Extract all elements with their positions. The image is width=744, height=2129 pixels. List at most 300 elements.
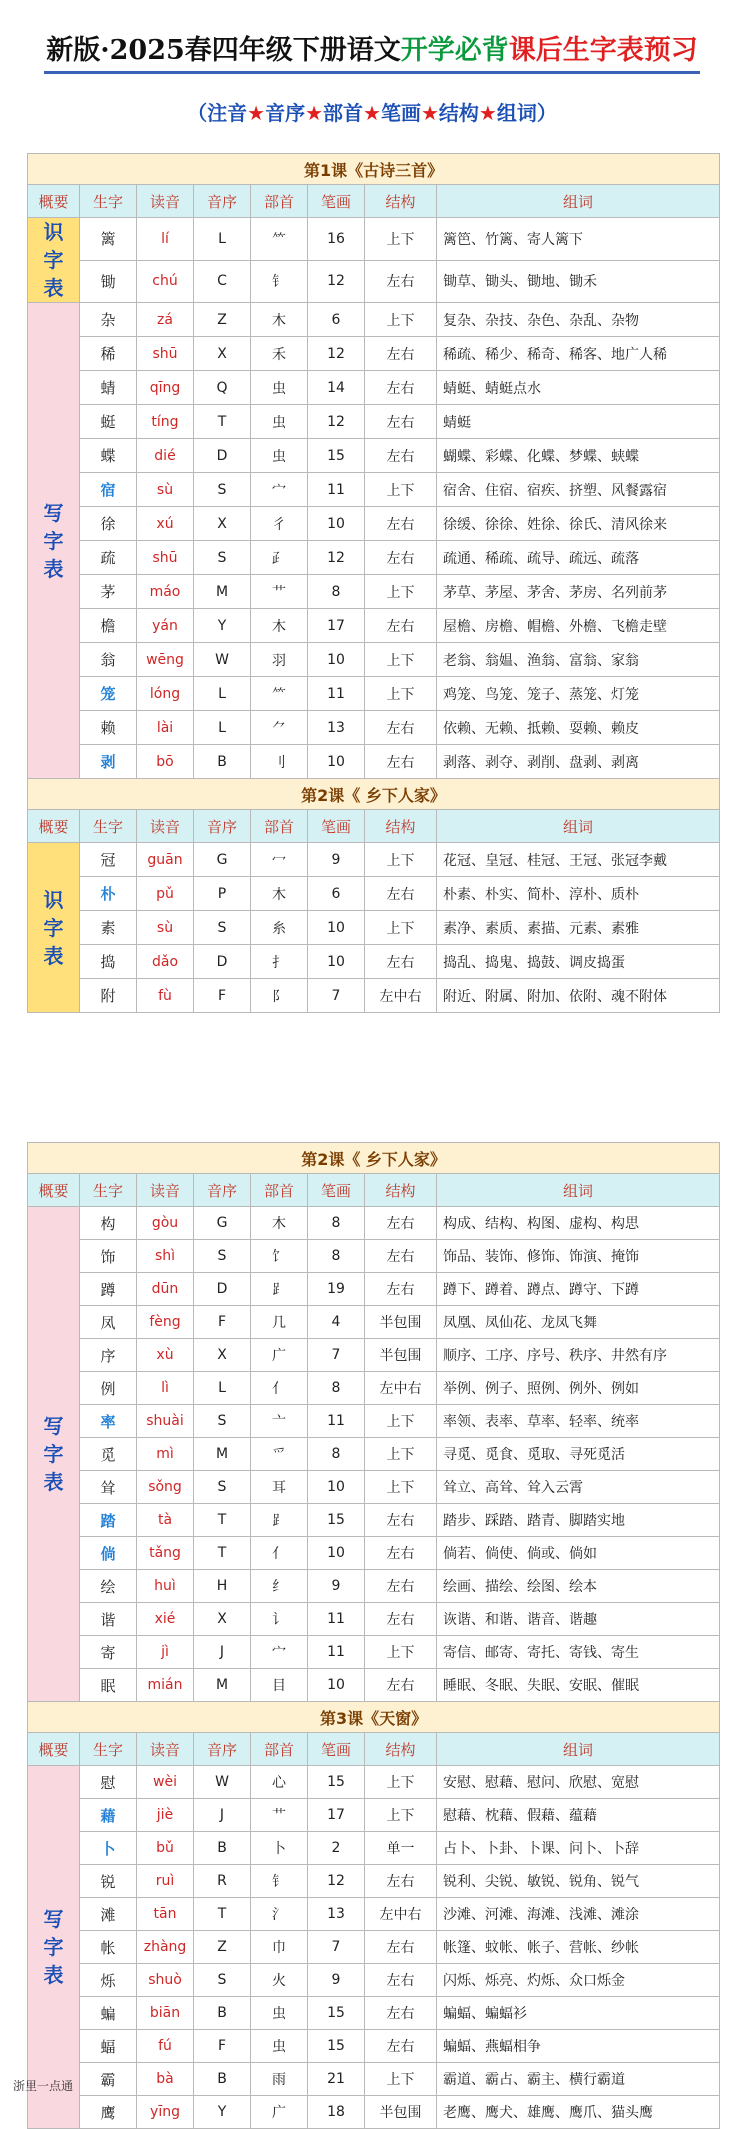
structure: 左右 <box>365 1669 437 1702</box>
word-examples: 率领、表率、草率、轻率、统率 <box>437 1405 720 1438</box>
character: 赖 <box>80 711 137 745</box>
character: 率 <box>80 1405 137 1438</box>
word-examples: 老鹰、鹰犬、雄鹰、鹰爪、猫头鹰 <box>437 2096 720 2129</box>
structure: 上下 <box>365 1799 437 1832</box>
pinyin: chú <box>137 260 194 303</box>
stroke-count: 7 <box>308 1931 365 1964</box>
word-examples: 朴素、朴实、简朴、淳朴、质朴 <box>437 877 720 911</box>
radical: 目 <box>251 1669 308 1702</box>
stroke-count: 15 <box>308 439 365 473</box>
character: 构 <box>80 1207 137 1240</box>
column-header: 概要 <box>28 1174 80 1207</box>
column-header: 生字 <box>80 185 137 218</box>
index-letter: S <box>194 911 251 945</box>
stroke-count: 21 <box>308 2063 365 2096</box>
word-examples: 耸立、高耸、耸入云霄 <box>437 1471 720 1504</box>
column-header-row <box>28 185 720 218</box>
structure: 上下 <box>365 1405 437 1438</box>
word-examples: 复杂、杂技、杂色、杂乱、杂物 <box>437 303 720 337</box>
word-examples: 闪烁、烁亮、灼烁、众口烁金 <box>437 1964 720 1997</box>
radical: 虫 <box>251 405 308 439</box>
category-char: 字 <box>43 1935 64 1959</box>
structure: 左右 <box>365 609 437 643</box>
word-examples: 茅草、茅屋、茅舍、茅房、名列前茅 <box>437 575 720 609</box>
pinyin: zá <box>137 303 194 337</box>
word-examples: 鸡笼、鸟笼、笼子、蒸笼、灯笼 <box>437 677 720 711</box>
structure: 左右 <box>365 1865 437 1898</box>
pinyin: yīng <box>137 2096 194 2129</box>
structure: 上下 <box>365 2063 437 2096</box>
category-char: 字 <box>43 248 64 272</box>
word-examples: 蝙蝠、蝙蝠衫 <box>437 1997 720 2030</box>
word-examples: 顺序、工序、序号、秩序、井然有序 <box>437 1339 720 1372</box>
index-letter: B <box>194 745 251 779</box>
radical: 木 <box>251 609 308 643</box>
index-letter: T <box>194 405 251 439</box>
character: 慰 <box>80 1766 137 1799</box>
stroke-count: 19 <box>308 1273 365 1306</box>
radical: ⺮ <box>251 218 308 261</box>
index-letter: D <box>194 439 251 473</box>
word-examples: 徐缓、徐徐、姓徐、徐氏、清风徐来 <box>437 507 720 541</box>
category-char: 表 <box>43 943 64 968</box>
pinyin: lí <box>137 218 194 261</box>
radical: 纟 <box>251 1570 308 1603</box>
word-examples: 饰品、装饰、修饰、饰演、掩饰 <box>437 1240 720 1273</box>
pinyin: dǎo <box>137 945 194 979</box>
word-examples: 蜻蜓 <box>437 405 720 439</box>
radical: 刂 <box>251 745 308 779</box>
column-header: 笔画 <box>308 1174 365 1207</box>
index-letter: D <box>194 1273 251 1306</box>
table-row <box>28 1306 720 1339</box>
pinyin: xú <box>137 507 194 541</box>
word-examples: 绘画、描绘、绘图、绘本 <box>437 1570 720 1603</box>
stroke-count: 17 <box>308 609 365 643</box>
column-header: 概要 <box>28 810 80 843</box>
table-row <box>28 1964 720 1997</box>
radical: ⻊ <box>251 1504 308 1537</box>
stroke-count: 12 <box>308 337 365 371</box>
subtitle-item: 音序 <box>265 101 306 125</box>
stroke-count: 11 <box>308 1636 365 1669</box>
index-letter: Z <box>194 1931 251 1964</box>
radical: 阝 <box>251 979 308 1013</box>
stroke-count: 2 <box>308 1832 365 1865</box>
word-examples: 素净、素质、素描、元素、素雅 <box>437 911 720 945</box>
column-header-row <box>28 1733 720 1766</box>
index-letter: L <box>194 677 251 711</box>
stroke-count: 17 <box>308 1799 365 1832</box>
character: 帐 <box>80 1931 137 1964</box>
index-letter: W <box>194 1766 251 1799</box>
word-examples: 附近、附属、附加、依附、魂不附体 <box>437 979 720 1013</box>
structure: 左右 <box>365 945 437 979</box>
radical: 钅 <box>251 260 308 303</box>
index-letter: S <box>194 541 251 575</box>
radical: 讠 <box>251 1603 308 1636</box>
structure: 上下 <box>365 843 437 877</box>
character: 徐 <box>80 507 137 541</box>
pinyin: huì <box>137 1570 194 1603</box>
table-row <box>28 711 720 745</box>
category-label-xie <box>28 1766 80 2129</box>
radical: 虫 <box>251 1997 308 2030</box>
star-icon: ★ <box>478 101 497 125</box>
index-letter: X <box>194 1603 251 1636</box>
radical: 饣 <box>251 1240 308 1273</box>
category-char: 写 <box>43 1414 64 1438</box>
table-row <box>28 1240 720 1273</box>
character: 耸 <box>80 1471 137 1504</box>
column-header: 读音 <box>137 1174 194 1207</box>
character: 蝙 <box>80 1997 137 2030</box>
character: 锄 <box>80 260 137 303</box>
index-letter: B <box>194 1997 251 2030</box>
lesson-title: 第2课《 乡下人家》 <box>28 779 720 810</box>
word-examples: 睡眠、冬眠、失眠、安眠、催眠 <box>437 1669 720 1702</box>
table-row <box>28 218 720 261</box>
character: 冠 <box>80 843 137 877</box>
structure: 左中右 <box>365 979 437 1013</box>
pinyin: tān <box>137 1898 194 1931</box>
index-letter: X <box>194 507 251 541</box>
index-letter: L <box>194 1372 251 1405</box>
column-header: 音序 <box>194 1733 251 1766</box>
index-letter: X <box>194 337 251 371</box>
table-row <box>28 2030 720 2063</box>
radical: ⻊ <box>251 1273 308 1306</box>
table-row <box>28 1931 720 1964</box>
column-header: 组词 <box>437 1733 720 1766</box>
column-header: 结构 <box>365 810 437 843</box>
stroke-count: 10 <box>308 1471 365 1504</box>
word-examples: 剥落、剥夺、剥削、盘剥、剥离 <box>437 745 720 779</box>
pinyin: mì <box>137 1438 194 1471</box>
radical: 心 <box>251 1766 308 1799</box>
character: 序 <box>80 1339 137 1372</box>
character: 素 <box>80 911 137 945</box>
character: 朴 <box>80 877 137 911</box>
word-examples: 篱笆、竹篱、寄人篱下 <box>437 218 720 261</box>
radical: 虫 <box>251 439 308 473</box>
column-header: 组词 <box>437 1174 720 1207</box>
structure: 上下 <box>365 218 437 261</box>
column-header: 音序 <box>194 185 251 218</box>
stroke-count: 13 <box>308 1898 365 1931</box>
table-row <box>28 2063 720 2096</box>
index-letter: M <box>194 1669 251 1702</box>
pinyin: guān <box>137 843 194 877</box>
word-examples: 举例、例子、照例、例外、例如 <box>437 1372 720 1405</box>
word-examples: 蝙蝠、燕蝠相争 <box>437 2030 720 2063</box>
pinyin: zhàng <box>137 1931 194 1964</box>
structure: 左右 <box>365 1603 437 1636</box>
stroke-count: 18 <box>308 2096 365 2129</box>
stroke-count: 15 <box>308 2030 365 2063</box>
structure: 左右 <box>365 507 437 541</box>
column-header: 读音 <box>137 185 194 218</box>
stroke-count: 10 <box>308 945 365 979</box>
pinyin: bō <box>137 745 194 779</box>
structure: 上下 <box>365 473 437 507</box>
column-header: 笔画 <box>308 185 365 218</box>
table-row <box>28 1636 720 1669</box>
structure: 上下 <box>365 1438 437 1471</box>
structure: 左右 <box>365 1964 437 1997</box>
column-header: 音序 <box>194 1174 251 1207</box>
word-examples: 慰藉、枕藉、假藉、蕴藉 <box>437 1799 720 1832</box>
pinyin: dūn <box>137 1273 194 1306</box>
column-header: 生字 <box>80 1733 137 1766</box>
stroke-count: 9 <box>308 843 365 877</box>
character: 翁 <box>80 643 137 677</box>
pinyin: shū <box>137 337 194 371</box>
table-row <box>28 911 720 945</box>
column-header: 概要 <box>28 185 80 218</box>
radical: ⺪ <box>251 541 308 575</box>
structure: 半包围 <box>365 2096 437 2129</box>
stroke-count: 14 <box>308 371 365 405</box>
word-examples: 霸道、霸占、霸主、横行霸道 <box>437 2063 720 2096</box>
pinyin: yán <box>137 609 194 643</box>
structure: 上下 <box>365 677 437 711</box>
structure: 左右 <box>365 1504 437 1537</box>
radical: 氵 <box>251 1898 308 1931</box>
stroke-count: 12 <box>308 541 365 575</box>
table-row <box>28 1339 720 1372</box>
table-row <box>28 1207 720 1240</box>
star-icon: ★ <box>420 101 439 125</box>
column-header: 生字 <box>80 810 137 843</box>
subtitle <box>0 97 744 126</box>
stroke-count: 10 <box>308 1537 365 1570</box>
index-letter: F <box>194 2030 251 2063</box>
stroke-count: 15 <box>308 1504 365 1537</box>
index-letter: B <box>194 2063 251 2096</box>
word-examples: 踏步、踩踏、踏青、脚踏实地 <box>437 1504 720 1537</box>
radical: 巾 <box>251 1931 308 1964</box>
stroke-count: 12 <box>308 405 365 439</box>
table-row <box>28 1570 720 1603</box>
radical: 木 <box>251 1207 308 1240</box>
stroke-count: 10 <box>308 745 365 779</box>
category-char: 识 <box>43 220 64 244</box>
table-row <box>28 1405 720 1438</box>
character: 藉 <box>80 1799 137 1832</box>
structure: 左中右 <box>365 1372 437 1405</box>
structure: 左右 <box>365 337 437 371</box>
category-label-xie <box>28 1207 80 1702</box>
stroke-count: 7 <box>308 1339 365 1372</box>
structure: 左中右 <box>365 1898 437 1931</box>
page-title <box>0 28 744 67</box>
column-header: 部首 <box>251 185 308 218</box>
subtitle-open: （ <box>187 101 208 125</box>
radical: 木 <box>251 303 308 337</box>
radical: 亠 <box>251 1405 308 1438</box>
lesson-title: 第2课《 乡下人家》 <box>28 1143 720 1174</box>
radical: ⺮ <box>251 677 308 711</box>
radical: 虫 <box>251 371 308 405</box>
structure: 单一 <box>365 1832 437 1865</box>
category-char: 字 <box>43 1442 64 1466</box>
title-part2: 开学必背 <box>400 35 509 66</box>
character: 滩 <box>80 1898 137 1931</box>
pinyin: fèng <box>137 1306 194 1339</box>
character: 蹲 <box>80 1273 137 1306</box>
index-letter: B <box>194 1832 251 1865</box>
character: 锐 <box>80 1865 137 1898</box>
character: 稀 <box>80 337 137 371</box>
structure: 上下 <box>365 575 437 609</box>
index-letter: L <box>194 711 251 745</box>
word-examples: 宿舍、住宿、宿疾、挤塑、风餐露宿 <box>437 473 720 507</box>
character: 霸 <box>80 2063 137 2096</box>
lesson-title: 第1课《古诗三首》 <box>28 154 720 185</box>
character: 蜻 <box>80 371 137 405</box>
word-examples: 蝴蝶、彩蝶、化蝶、梦蝶、蛱蝶 <box>437 439 720 473</box>
radical: 亻 <box>251 1372 308 1405</box>
radical: 糸 <box>251 911 308 945</box>
column-header: 部首 <box>251 1174 308 1207</box>
character: 檐 <box>80 609 137 643</box>
radical: 禾 <box>251 337 308 371</box>
table-row <box>28 303 720 337</box>
character: 倘 <box>80 1537 137 1570</box>
lesson-header-row <box>28 1702 720 1733</box>
index-letter: H <box>194 1570 251 1603</box>
index-letter: Y <box>194 609 251 643</box>
stroke-count: 6 <box>308 303 365 337</box>
pinyin: jì <box>137 1636 194 1669</box>
radical: 虫 <box>251 2030 308 2063</box>
table-row <box>28 1504 720 1537</box>
structure: 左右 <box>365 260 437 303</box>
index-letter: Y <box>194 2096 251 2129</box>
radical: 广 <box>251 2096 308 2129</box>
pinyin: máo <box>137 575 194 609</box>
table-row <box>28 1799 720 1832</box>
word-examples: 诙谐、和谐、谐音、谐趣 <box>437 1603 720 1636</box>
pinyin: biān <box>137 1997 194 2030</box>
index-letter: G <box>194 843 251 877</box>
word-examples: 捣乱、捣鬼、捣鼓、调皮捣蛋 <box>437 945 720 979</box>
character: 凤 <box>80 1306 137 1339</box>
character: 绘 <box>80 1570 137 1603</box>
character: 蝶 <box>80 439 137 473</box>
pinyin: ruì <box>137 1865 194 1898</box>
index-letter: M <box>194 575 251 609</box>
table-row <box>28 260 720 303</box>
index-letter: T <box>194 1504 251 1537</box>
radical: 冖 <box>251 843 308 877</box>
title-part3: 课后生字表预习 <box>508 35 698 66</box>
table-row <box>28 1537 720 1570</box>
structure: 左右 <box>365 541 437 575</box>
pinyin: xù <box>137 1339 194 1372</box>
column-header: 生字 <box>80 1174 137 1207</box>
word-examples: 帐篷、蚊帐、帐子、营帐、纱帐 <box>437 1931 720 1964</box>
category-char: 写 <box>43 1907 64 1931</box>
index-letter: W <box>194 643 251 677</box>
table-row <box>28 677 720 711</box>
character: 剥 <box>80 745 137 779</box>
radical: 亻 <box>251 1537 308 1570</box>
structure: 左右 <box>365 405 437 439</box>
character: 寄 <box>80 1636 137 1669</box>
category-char: 字 <box>43 915 64 940</box>
structure: 左右 <box>365 711 437 745</box>
column-header: 读音 <box>137 810 194 843</box>
table-row <box>28 843 720 877</box>
index-letter: J <box>194 1636 251 1669</box>
character: 疏 <box>80 541 137 575</box>
column-header: 结构 <box>365 185 437 218</box>
character: 例 <box>80 1372 137 1405</box>
structure: 上下 <box>365 1766 437 1799</box>
word-examples: 占卜、卜卦、卜课、问卜、卜辞 <box>437 1832 720 1865</box>
word-examples: 安慰、慰藉、慰问、欣慰、宽慰 <box>437 1766 720 1799</box>
table-row <box>28 1832 720 1865</box>
radical: 广 <box>251 1339 308 1372</box>
pinyin: lài <box>137 711 194 745</box>
pinyin: sù <box>137 911 194 945</box>
structure: 左右 <box>365 1931 437 1964</box>
pinyin: wèi <box>137 1766 194 1799</box>
index-letter: F <box>194 979 251 1013</box>
category-char: 识 <box>43 887 64 912</box>
column-header: 笔画 <box>308 810 365 843</box>
subtitle-close: ） <box>536 101 557 125</box>
character: 杂 <box>80 303 137 337</box>
radical: 羽 <box>251 643 308 677</box>
table-row <box>28 575 720 609</box>
stroke-count: 16 <box>308 218 365 261</box>
pinyin: bà <box>137 2063 194 2096</box>
lesson-header-row <box>28 779 720 810</box>
table-row <box>28 1471 720 1504</box>
title-part1: 新版·2025春四年级下册语文 <box>46 35 401 66</box>
index-letter: D <box>194 945 251 979</box>
structure: 上下 <box>365 1636 437 1669</box>
radical: ⺈ <box>251 711 308 745</box>
index-letter: R <box>194 1865 251 1898</box>
title-underline <box>44 71 700 74</box>
character: 卜 <box>80 1832 137 1865</box>
stroke-count: 10 <box>308 643 365 677</box>
stroke-count: 7 <box>308 979 365 1013</box>
index-letter: Z <box>194 303 251 337</box>
star-icon: ★ <box>247 101 266 125</box>
radical: 钅 <box>251 1865 308 1898</box>
stroke-count: 10 <box>308 911 365 945</box>
table-row <box>28 2096 720 2129</box>
character: 笼 <box>80 677 137 711</box>
stroke-count: 9 <box>308 1964 365 1997</box>
pinyin: qīng <box>137 371 194 405</box>
column-header: 部首 <box>251 1733 308 1766</box>
structure: 左右 <box>365 1570 437 1603</box>
index-letter: S <box>194 473 251 507</box>
stroke-count: 4 <box>308 1306 365 1339</box>
stroke-count: 11 <box>308 473 365 507</box>
column-header: 结构 <box>365 1174 437 1207</box>
character: 饰 <box>80 1240 137 1273</box>
category-char: 字 <box>43 528 64 553</box>
structure: 左右 <box>365 1997 437 2030</box>
character: 眠 <box>80 1669 137 1702</box>
